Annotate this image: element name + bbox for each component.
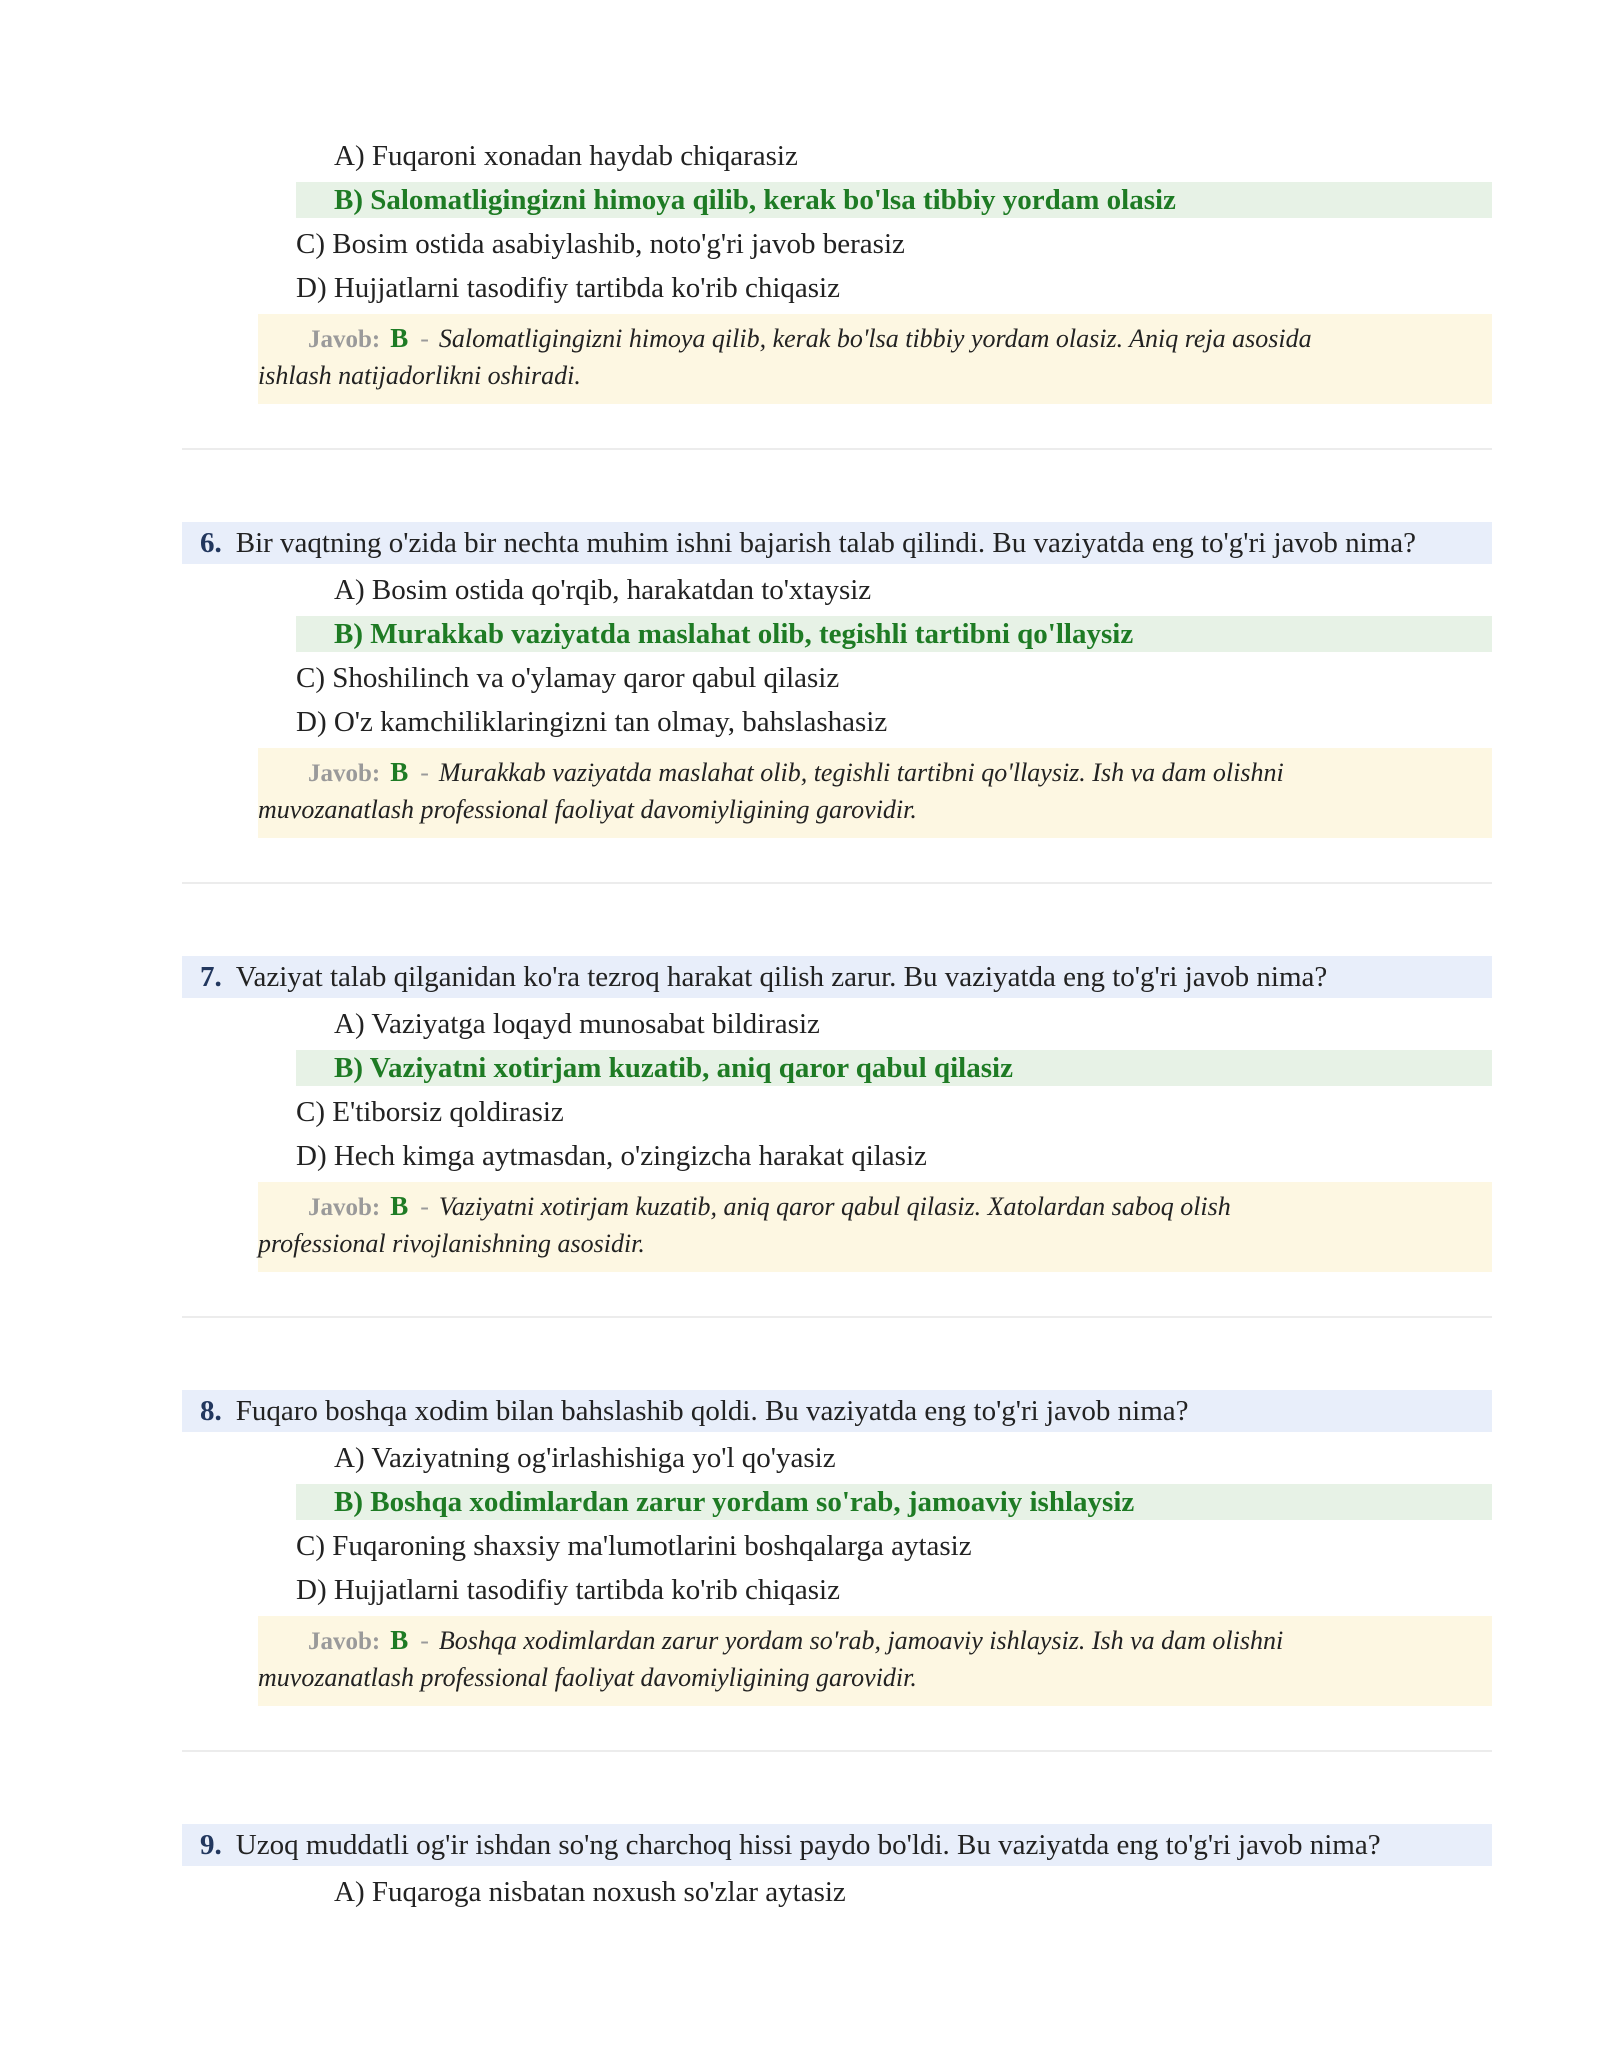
question-heading — [182, 1824, 1492, 1866]
option-a: A) Bosim ostida qo'rqib, harakatdan to'xtaysiz — [334, 574, 872, 606]
question-text: Bir vaqtning o'zida bir nechta muhim ishni bajarish talab qilindi. Bu vaziyatda eng to'g'ri javob nima? — [235, 527, 1416, 559]
option-d: D) Hech kimga aytmasdan, o'zingizcha harakat qilasiz — [296, 1140, 927, 1172]
question-9-block — [182, 1824, 1492, 1910]
question-heading — [182, 1390, 1492, 1432]
question-8-block — [182, 1390, 1492, 1706]
question-7-block — [182, 956, 1492, 1272]
answer-dash: - — [420, 1192, 429, 1221]
question-text: Vaziyat talab qilganidan ko'ra tezroq harakat qilish zarur. Bu vaziyatda eng to'g'ri javob nima? — [235, 961, 1328, 993]
answer-text: Murakkab vaziyatda maslahat olib, tegishli tartibni qo'llaysiz. Ish va dam olishni — [438, 758, 1284, 787]
answer-text-continued: muvozanatlash professional faoliyat davomiyligining garovidir. — [258, 1663, 917, 1692]
option-c: C) Fuqaroning shaxsiy ma'lumotlarini boshqalarga aytasiz — [296, 1530, 972, 1562]
option-d: D) O'z kamchiliklaringizni tan olmay, bahslashasiz — [296, 706, 888, 738]
question-heading — [182, 956, 1492, 998]
option-a: A) Vaziyatning og'irlashishiga yo'l qo'yasiz — [334, 1442, 836, 1474]
answer-dash: - — [420, 324, 429, 353]
answer-label: Javob: — [308, 760, 381, 787]
answer-first-line — [308, 754, 1472, 792]
question-heading — [182, 522, 1492, 564]
question-5-block — [182, 138, 1492, 404]
question-number: 7. — [200, 961, 222, 993]
answer-text: Vaziyatni xotirjam kuzatib, aniq qaror qabul qilasiz. Xatolardan saboq olish — [438, 1192, 1231, 1221]
answer-text-continued: muvozanatlash professional faoliyat davomiyligining garovidir. — [258, 795, 917, 824]
answer-text: Salomatligingizni himoya qilib, kerak bo'lsa tibbiy yordam olasiz. Aniq reja asosida — [438, 324, 1312, 353]
answer-text-continued: professional rivojlanishning asosidir. — [258, 1229, 645, 1258]
option-b-correct: B) Boshqa xodimlardan zarur yordam so'rab, jamoaviy ishlaysiz — [296, 1484, 1492, 1520]
answer-box — [258, 1182, 1492, 1272]
option-b-correct: B) Vaziyatni xotirjam kuzatib, aniq qaror qabul qilasiz — [296, 1050, 1492, 1086]
option-c: C) Shoshilinch va o'ylamay qaror qabul qilasiz — [296, 662, 840, 694]
answer-label: Javob: — [308, 1628, 381, 1655]
answer-label: Javob: — [308, 1194, 381, 1221]
answer-box — [258, 314, 1492, 404]
option-c: C) E'tiborsiz qoldirasiz — [296, 1096, 564, 1128]
answer-text: Boshqa xodimlardan zarur yordam so'rab, jamoaviy ishlaysiz. Ish va dam olishni — [438, 1626, 1284, 1655]
answer-first-line — [308, 1622, 1472, 1660]
option-b-correct: B) Salomatligingizni himoya qilib, kerak bo'lsa tibbiy yordam olasiz — [296, 182, 1492, 218]
answer-dash: - — [420, 758, 429, 787]
answer-key: B — [390, 1625, 409, 1655]
option-c: C) Bosim ostida asabiylashib, noto'g'ri javob berasiz — [296, 228, 905, 260]
answer-text-continued: ishlash natijadorlikni oshiradi. — [258, 361, 581, 390]
answer-first-line — [308, 320, 1472, 358]
option-d: D) Hujjatlarni tasodifiy tartibda ko'rib chiqasiz — [296, 272, 840, 304]
answer-dash: - — [420, 1626, 429, 1655]
question-text: Uzoq muddatli og'ir ishdan so'ng charchoq hissi paydo bo'ldi. Bu vaziyatda eng to'g'ri javob nima? — [235, 1829, 1381, 1861]
option-b-correct: B) Murakkab vaziyatda maslahat olib, tegishli tartibni qo'llaysiz — [296, 616, 1492, 652]
quiz-page — [182, 138, 1492, 1918]
option-d: D) Hujjatlarni tasodifiy tartibda ko'rib chiqasiz — [296, 1574, 840, 1606]
answer-first-line — [308, 1188, 1472, 1226]
question-number: 9. — [200, 1829, 222, 1861]
option-a: A) Fuqaroni xonadan haydab chiqarasiz — [334, 140, 798, 172]
option-a: A) Fuqaroga nisbatan noxush so'zlar aytasiz — [334, 1876, 846, 1908]
answer-box — [258, 748, 1492, 838]
option-a: A) Vaziyatga loqayd munosabat bildirasiz — [334, 1008, 820, 1040]
question-number: 8. — [200, 1395, 222, 1427]
question-number: 6. — [200, 527, 222, 559]
answer-key: B — [390, 323, 409, 353]
answer-label: Javob: — [308, 326, 381, 353]
question-6-block — [182, 522, 1492, 838]
answer-box — [258, 1616, 1492, 1706]
answer-key: B — [390, 1191, 409, 1221]
question-text: Fuqaro boshqa xodim bilan bahslashib qoldi. Bu vaziyatda eng to'g'ri javob nima? — [235, 1395, 1189, 1427]
answer-key: B — [390, 757, 409, 787]
